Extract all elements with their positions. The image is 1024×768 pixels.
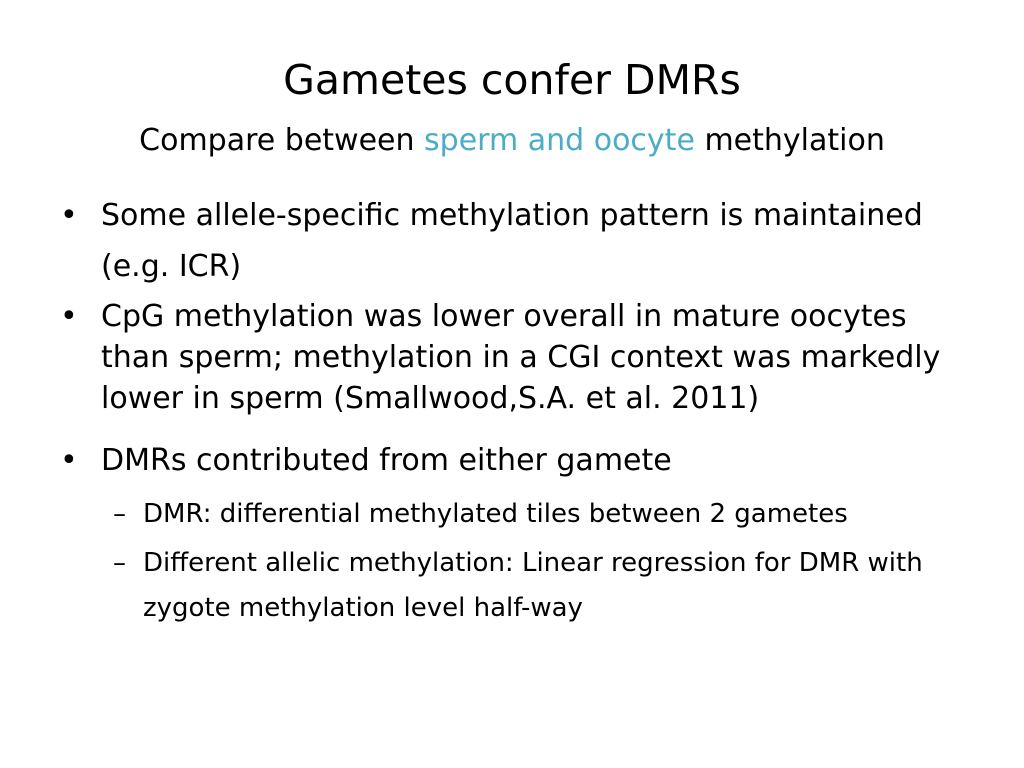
bullet-symbol: • [60,299,78,334]
bullet-text: DMRs contributed from either gamete [101,443,672,478]
slide-subtitle [0,118,1024,164]
bullet-symbol: • [60,198,78,233]
sub-bullet-text: DMR: differential methylated tiles between 2 gametes [143,499,848,529]
bullet-item [60,190,980,292]
sub-bullet-text: Different allelic methylation: Linear regression for DMR with zygote methylation level half-way [143,548,923,623]
sub-bullet-item [99,492,980,537]
dash-symbol: – [113,499,126,529]
bullet-item [60,435,980,631]
sub-bullet-list [101,492,980,631]
subtitle-highlight: sperm and oocyte [424,123,695,158]
bullet-text: CpG methylation was lower overall in mature oocytes than sperm; methylation in a CGI context was markedly lower in sperm (Smallwood,S.A. et al. 2011) [101,299,941,416]
sub-bullet-item [99,541,980,631]
slide-title: Gametes confer DMRs [283,56,741,104]
bullet-item [60,296,980,419]
bullet-list [60,190,980,631]
subtitle-text-before: Compare between [139,123,425,158]
bullet-symbol: • [60,443,78,478]
dash-symbol: – [113,548,126,578]
bullet-text: Some allele-specific methylation pattern is maintained (e.g. ICR) [101,198,923,284]
subtitle-text-after: methylation [694,123,885,158]
